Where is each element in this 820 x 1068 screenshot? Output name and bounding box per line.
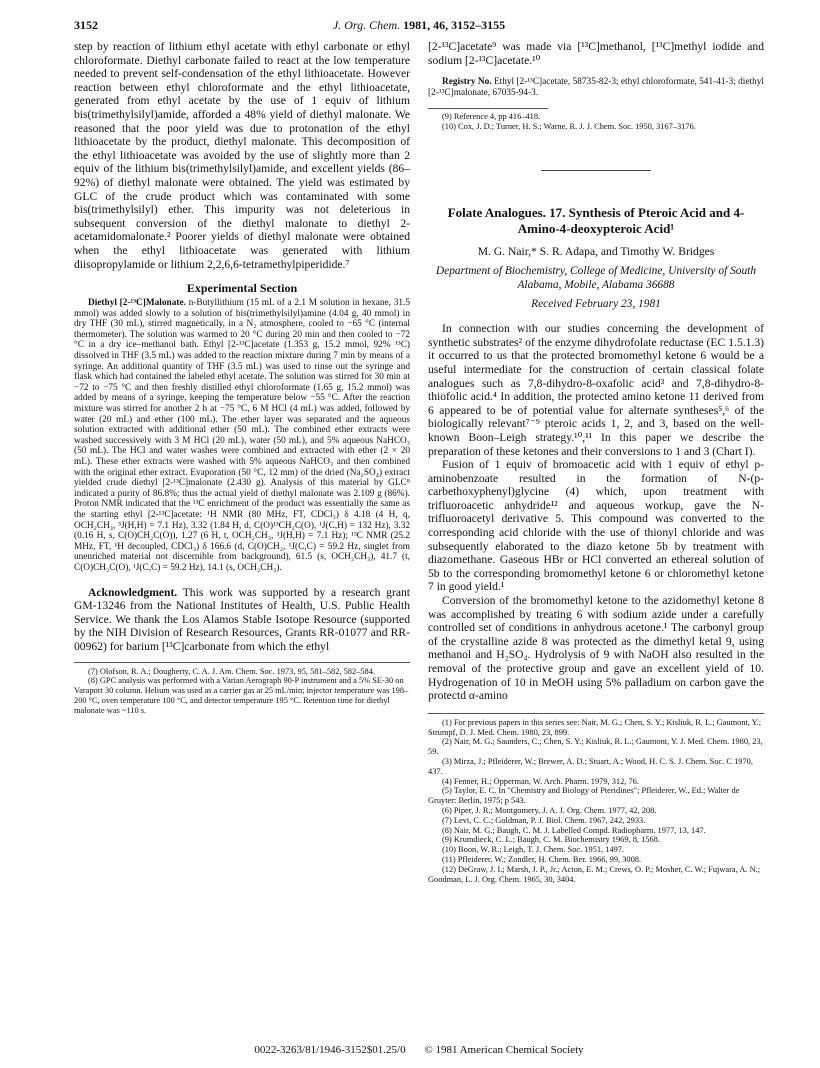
- footnote: (7) Olofson, R. A.; Dougherty, C. A. J. Am. Chem. Soc. 1973, 95, 581–582, 582–584.: [88, 666, 375, 676]
- registry-paragraph: [428, 77, 764, 98]
- article-separator: [541, 170, 651, 171]
- footnote: (9) Krumdieck, C. L.; Baugh, C. M. Biochemistry 1969, 8, 1568.: [442, 835, 660, 845]
- page-footer: [74, 1044, 764, 1056]
- footer-copyright: © 1981 American Chemical Society: [424, 1044, 584, 1056]
- article-title: Folate Analogues. 17. Synthesis of Pteroic Acid and 4-Amino-4-deoxypteroic Acid¹: [447, 204, 745, 236]
- footnote: (6) Piper, J. R.; Montgomery, J. A. J. Org. Chem. 1977, 42, 208.: [442, 805, 657, 815]
- journal-name: J. Org. Chem.: [332, 18, 401, 32]
- article-authors: M. G. Nair,* S. R. Adapa, and Timothy W. Bridges: [477, 244, 715, 258]
- acknowledgment-paragraph: [74, 586, 410, 654]
- footer-code: 0022-3263/81/1946-3152$01.25/0: [254, 1044, 406, 1056]
- journal-year-volume: 1981, 46, 3152–3155: [403, 18, 506, 32]
- article-paragraph: Fusion of 1 equiv of bromoacetic acid with 1 equiv of ethyl p-aminobenzoate resulted in the formation of N-(p-carbethoxyphenyl)glycine (4) which, upon treatment with trifluoroacetic anhydride¹² and aqueous workup, gave the N-trifluoroacetyl derivative 5. This compound was converted to the corresponding acid chloride with the use of thionyl chloride and was subsequently elaborated to the diazo ketone 5b by treatment with diazomethane. Gaseous HBr or HCl converted an ethereal solution of 5b to the corresponding bromomethyl ketone 6 or chloromethyl ketone 7 in good yield.¹: [428, 458, 764, 594]
- footnote: (1) For previous papers in this series see: Nair, M. G.; Chen, S. Y.; Kisliuk, R. L.; Gaumont, Y.; Strumpf, D. J. Med. Chem. 1980, 23, 899.: [428, 717, 762, 737]
- right-footnotes: [428, 713, 764, 885]
- footnote: (10) Boon, W. R.; Leigh, T. J. Chem. Soc. 1951, 1497.: [442, 845, 625, 855]
- footnote: (5) Taylor, E. C. In "Chemistry and Biology of Pteridines"; Pfleiderer, W., Ed.; Walter de Gruyter: Berlin, 1975; p 543.: [428, 786, 740, 806]
- footnote: (3) Mirza, J.; Pfleiderer, W.; Brewer, A. D.; Stuart, A.; Wood, H. C. S. J. Chem. Soc. C 1970, 437.: [428, 756, 753, 776]
- acknowledgment-lead: Acknowledgment.: [88, 585, 178, 599]
- footnote: (4) Fenner, H.; Opperman, W. Arch. Pharm. 1979, 312, 76.: [442, 776, 639, 786]
- left-column: [74, 40, 410, 715]
- left-footnotes: [74, 662, 410, 716]
- experimental-heading: Experimental Section: [186, 281, 298, 296]
- intro-paragraph: step by reaction of lithium ethyl acetate with ethyl carbonate or ethyl chloroformate. Diethyl carbonate failed to react at the low temperature needed to prevent self-condensation of the ethyl lithioacetate. However reaction between ethyl chloroformate and the ethyl lithioacetate, generated from ethyl acetate by the use of 1 equiv of lithium bis(trimethylsilyl)amide, afforded a 48% yield of diethyl malonate. We reasoned that the poor yield was due to protonation of the ethyl lithioacetate by the product, diethyl malonate. This decomposition of the ethyl lithioacetate was avoided by the use of slightly more than 2 equiv of the lithium bis(trimethylsilyl)amide, and excellent yields (86–92%) of diethyl malonate were obtained. The yield was estimated by GLC of the crude product which was contaminated with some bis(trimethylsilyl) ether. This impurity was not deleterious in subsequent conversion of the diethyl malonate to diethyl 2-acetamidomalonate.² Poorer yields of diethyl malonate were obtained when the ethyl lithioacetate was generated with lithium diisopropylamide or lithium 2,2,6,6-tetramethylpiperidide.⁷: [74, 40, 410, 271]
- footnote: (7) Levi, C. C.; Goldman, P. J. Biol. Chem. 1967, 242, 2933.: [442, 815, 646, 825]
- footnote: (2) Nair, M. G.; Saunders, C.; Chen, S. Y.; Kisliuk, R. L.; Gaumont, Y. J. Med. Chem. 1980, 23, 59.: [428, 737, 763, 757]
- registry-lead: Registry No.: [442, 77, 492, 88]
- journal-citation: [74, 18, 764, 33]
- experimental-paragraph: [74, 298, 410, 573]
- article-paragraph: Conversion of the bromomethyl ketone to the azidomethyl ketone 8 was accomplished by treating 6 with sodium azide under a carefully controlled set of conditions in anhydrous acetone.¹ The carbonyl group of the crystalline azide 8 was protected as the dimethyl ketal 9, using methanol and H₂SO₄. Hydrolysis of 9 with NaOH also resulted in the removal of the protective group and gave an excellent yield of 10. Hydrogenation of 10 in MeOH using 5% palladium on carbon gave the protectd α-amino: [428, 594, 764, 703]
- footnote: (10) Cox, J. D.; Turner, H. S.; Warne, R. J. J. Chem. Soc. 1950, 3167–3176.: [442, 122, 696, 132]
- footnote: (8) Nair, M. G.; Baugh, C. M. J. Labelled Compd. Radiopharm. 1977, 13, 147.: [442, 825, 706, 835]
- right-column: [428, 40, 764, 884]
- running-header: [74, 18, 764, 34]
- page-number: 3152: [74, 18, 98, 32]
- article-paragraph: In connection with our studies concerning the development of synthetic substrates² of the enzyme dihydrofolate reductase (EC 1.5.1.3) it occurred to us that the protected bromomethyl ketone 6 would be a useful intermediate for the construction of certain classical folate analogues such as 7,8-dihydro-8-oxafolic acid³ and 7,8-dihydro-8-thiofolic acid.⁴ In addition, the protected amino ketone 11 derived from 6 appeared to be of potential value for alternate syntheses⁵,⁶ of the biologically relevant⁷⁻⁹ pteroic acids 1, 2, and 3, based on the well-known Boon–Leigh strategy.¹⁰,¹¹ In this paper we describe the preparation of these ketones and their conversions to 1 and 3 (Chart I).: [428, 322, 764, 458]
- continuation-paragraph: [2-¹³C]acetate⁹ was made via [¹³C]methanol, [¹³C]methyl iodide and sodium [2-¹³C]acetate.¹⁰: [428, 40, 764, 67]
- footnote: (9) Reference 4, pp 416–418.: [442, 112, 541, 122]
- registry-body: Ethyl [2-¹³C]acetate, 58735-82-3; ethyl chloroformate, 541-41-3; diethyl [2-¹³C]malonate, 67035-94-3.: [428, 77, 764, 98]
- footnote: (12) DeGraw, J. I.; Marsh, J. P., Jr.; Acton, E. M.; Crews, O. P.; Mosher, C. W.; Fujwara, A. N.; Goodman, L. J. Org. Chem. 1965, 30, 3404.: [428, 864, 761, 884]
- experimental-lead: Diethyl [2-¹³C]Malonate.: [88, 298, 186, 309]
- acknowledgment-body: This work was supported by a research grant GM-13246 from the National Institutes of Health, U.S. Public Health Service. We thank the Los Alamos Stable Isotope Resource (supported by the NIH Division of Research Resources, Grants RR-01077 and RR-00962) for barium [¹³C]carbonate from which the ethyl: [74, 585, 410, 653]
- article-affiliation: Department of Biochemistry, College of Medicine, University of South Alabama, Mobile, Alabama 36688: [435, 264, 757, 291]
- received-date: Received February 23, 1981: [531, 298, 661, 311]
- experimental-body: n-Butyllithium (15 mL of a 2.1 M solution in hexane, 31.5 mmol) was added slowly to a solution of bis(trimethylsilyl)amine (4.04 g, 40 mmol) in dry THF (30 mL), stirred magnetically, in a N₂ atmosphere, cooled to −65 °C (internal thermometer). The solution was warmed to 20 °C during 20 min and then cooled to −72 °C in a dry ice–methanol bath. Ethyl [2-¹³C]acetate (1.353 g, 15.2 mmol, 92% ¹³C) dissolved in THF (3.5 mL) was added to the reaction mixture during 7 min by means of a syringe. An additional quantity of THF (3.5 mL) was used to rinse out the syringe and flask which had contained the labeled ethyl acetate. The solution was stirred for 30 min at −72 to −75 °C and then freshly distilled ethyl chloroformate (1.65 g, 15.2 mmol) was added by means of a syringe, keeping the temperature below −55 °C. After the reaction mixture was stirred for another 2 h at −75 °C, 6 M HCl (4 mL) was added, followed by water (20 mL) and ether (100 mL). The ether layer was separated and the aqueous solution extracted with additional ether (50 mL). The combined ether extracts were washed successively with 3 M HCl (20 mL), water (50 mL), and 5% aqueous NaHCO₃ (50 mL). The HCl and water washes were combined and extracted with ether (2 × 20 mL). These ether extracts were washed with 5% aqueous NaHCO₃ and then combined with the original ether extract. Evaporation (50 °C, 12 mm) of the dried (Na₂SO₄) extract yielded crude diethyl [2-¹³C]malonate (2.430 g). Analysis of this material by GLC⁸ indicated a purity of 86.8%; thus the actual yield of diethyl malonate was 2.109 g (86%). Proton NMR indicated that the ¹³C enrichment of the product was essentially the same as the starting ethyl [2-¹³C]acetate: ¹H NMR (80 MHz, FT, CDCl₃) δ 4.18 (4 H, q, OCH₂CH₃, ³J(H,H) = 7.1 Hz), 3.32 (1.84 H, d, C(O)¹³CH₂C(O), ¹J(C,H) = 132 Hz), 3.32 (0.16 H, s, C(O)CH₂C(O)), 1.27 (6 H, t, OCH₂CH₃, ³J(H,H) = 7.1 Hz); ¹³C NMR (25.2 MHz, FT, ¹H decoupled, CDCl₃) δ 166.6 (d, C(O)CH₂, ¹J(C,C) = 59.2 Hz, singlet from unenriched material not discernible from background), 61.5 (s, OCH₂CH₃), 41.7 (t, C(O)CH₂C(O), ¹J(C,C) = 59.2 Hz), 14.1 (s, OCH₂CH₃).: [74, 298, 411, 573]
- footnote: (8) GPC analysis was performed with a Varian Aerograph 90-P instrument and a 5% SE-30 on Varaport 30 column. Helium was used as a carrier gas at 25 mL/min; injector temperature was 198–200 °C, oven temperature 100 °C, and detector temperature 195 °C. Retention time for diethyl malonate was ~110 s.: [74, 676, 409, 715]
- footnote: (11) Pfleiderer, W.; Zondler, H. Chem. Ber. 1966, 99, 3008.: [442, 854, 642, 864]
- top-references: [428, 112, 764, 132]
